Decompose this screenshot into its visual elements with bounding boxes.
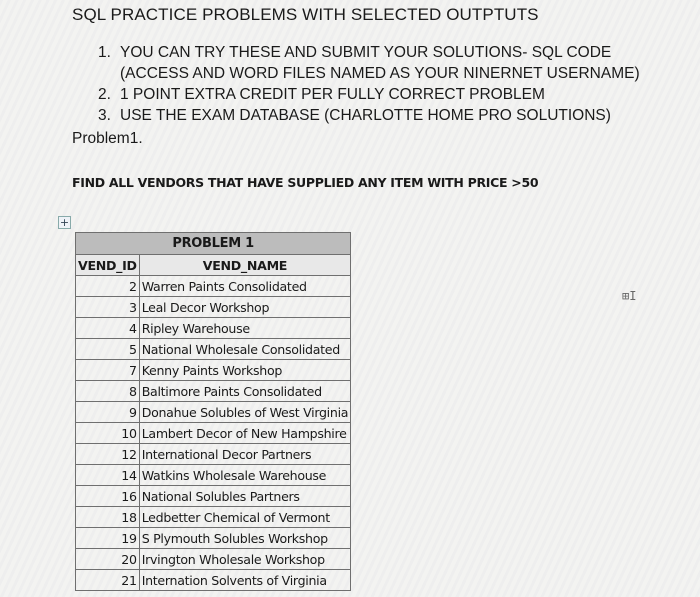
table-caption: PROBLEM 1 — [76, 233, 351, 255]
table-row — [76, 402, 351, 423]
table-row — [76, 381, 351, 402]
vend-id-cell: 2 — [76, 276, 140, 297]
results-table — [75, 232, 351, 591]
vend-name-cell: Ripley Warehouse — [139, 318, 351, 339]
vend-id-cell: 7 — [76, 360, 140, 381]
vend-name-cell: National Solubles Partners — [139, 486, 351, 507]
vend-name-cell: Warren Paints Consolidated — [139, 276, 351, 297]
instruction-item — [88, 105, 678, 126]
instruction-text: 1 POINT EXTRA CREDIT PER FULLY CORRECT PROBLEM — [120, 86, 545, 103]
instruction-list — [88, 42, 678, 126]
column-header-vend-name: VEND_NAME — [139, 255, 351, 276]
vend-name-cell: Kenny Paints Workshop — [139, 360, 351, 381]
vend-name-cell: National Wholesale Consolidated — [139, 339, 351, 360]
table-row — [76, 486, 351, 507]
vend-id-cell: 19 — [76, 528, 140, 549]
table-row — [76, 423, 351, 444]
vend-name-cell: Lambert Decor of New Hampshire — [139, 423, 351, 444]
table-row — [76, 507, 351, 528]
vend-id-cell: 16 — [76, 486, 140, 507]
vend-name-cell: Baltimore Paints Consolidated — [139, 381, 351, 402]
vend-name-cell: International Decor Partners — [139, 444, 351, 465]
vend-id-cell: 12 — [76, 444, 140, 465]
vend-name-cell: Internation Solvents of Virginia — [139, 570, 351, 591]
vend-id-cell: 14 — [76, 465, 140, 486]
table-row — [76, 465, 351, 486]
table-row — [76, 276, 351, 297]
instruction-text: USE THE EXAM DATABASE (CHARLOTTE HOME PRO SOLUTIONS) — [120, 107, 611, 124]
table-move-handle-icon[interactable]: + — [59, 216, 70, 229]
vend-name-cell: Watkins Wholesale Warehouse — [139, 465, 351, 486]
instruction-number: 2. — [98, 86, 111, 103]
vend-id-cell: 10 — [76, 423, 140, 444]
vend-name-cell: Irvington Wholesale Workshop — [139, 549, 351, 570]
table-row — [76, 339, 351, 360]
vend-name-cell: Donahue Solubles of West Virginia — [139, 402, 351, 423]
vend-id-cell: 21 — [76, 570, 140, 591]
table-row — [76, 570, 351, 591]
instruction-item — [88, 84, 678, 105]
instruction-number: 1. — [98, 44, 111, 61]
vend-id-cell: 20 — [76, 549, 140, 570]
vend-id-cell: 8 — [76, 381, 140, 402]
problem-question: FIND ALL VENDORS THAT HAVE SUPPLIED ANY ITEM WITH PRICE >50 — [72, 175, 539, 190]
instruction-text: YOU CAN TRY THESE AND SUBMIT YOUR SOLUTIONS- SQL CODE (ACCESS AND WORD FILES NAMED AS YOUR NINERNET USERNAME) — [120, 44, 640, 82]
vend-id-cell: 18 — [76, 507, 140, 528]
vend-name-cell: Leal Decor Workshop — [139, 297, 351, 318]
instruction-item — [88, 42, 678, 84]
vend-name-cell: S Plymouth Solubles Workshop — [139, 528, 351, 549]
vend-id-cell: 5 — [76, 339, 140, 360]
table-row — [76, 318, 351, 339]
problem-label: Problem1. — [72, 130, 143, 147]
table-row — [76, 360, 351, 381]
vend-id-cell: 4 — [76, 318, 140, 339]
vend-id-cell: 9 — [76, 402, 140, 423]
table-body — [76, 276, 351, 591]
vend-id-cell: 3 — [76, 297, 140, 318]
document-title: SQL PRACTICE PROBLEMS WITH SELECTED OUTPTUTS — [72, 5, 539, 24]
table-row — [76, 528, 351, 549]
i-beam-cursor-icon: ⊞I — [622, 289, 637, 303]
table-row — [76, 444, 351, 465]
table-row — [76, 297, 351, 318]
vend-name-cell: Ledbetter Chemical of Vermont — [139, 507, 351, 528]
instruction-number: 3. — [98, 107, 111, 124]
column-header-vend-id: VEND_ID — [76, 255, 140, 276]
table-row — [76, 549, 351, 570]
